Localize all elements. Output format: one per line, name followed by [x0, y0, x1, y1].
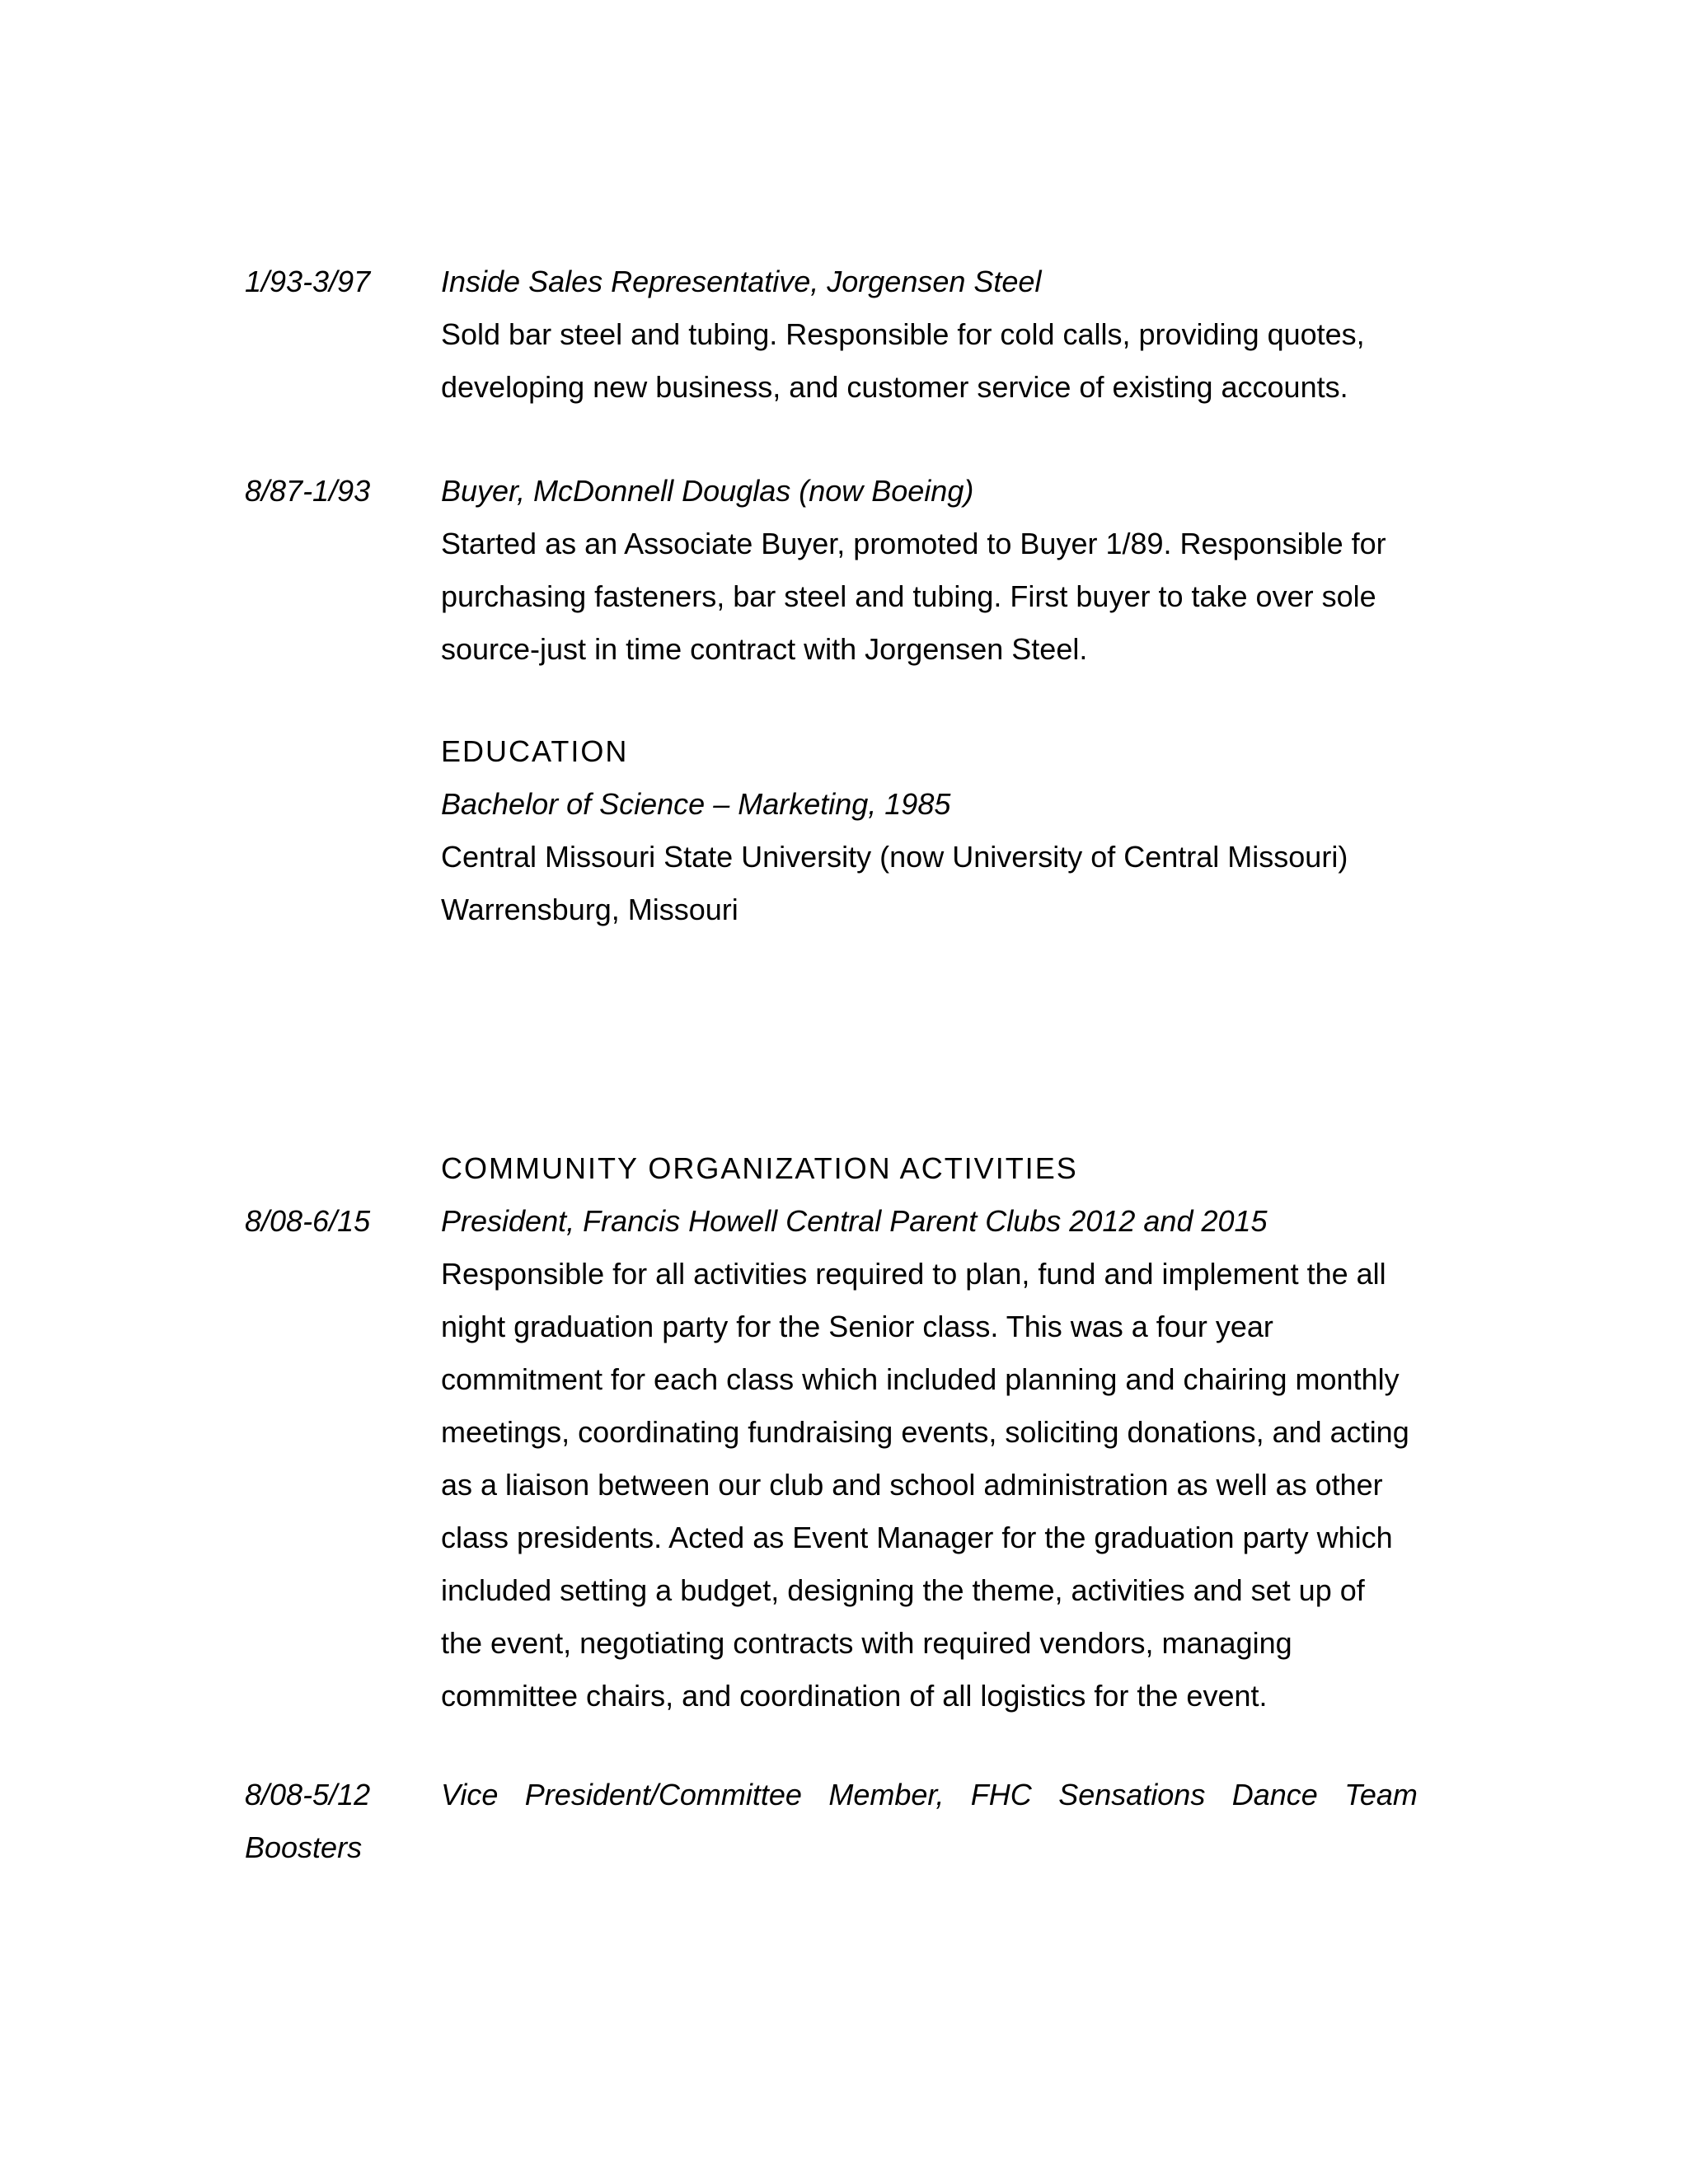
community-description-line: the event, negotiating contracts with required vendors, managing — [441, 1626, 1292, 1660]
education-school: Central Missouri State University (now University of Central Missouri) — [441, 840, 1348, 874]
title-word: President/Committee — [524, 1778, 802, 1811]
education-location: Warrensburg, Missouri — [441, 893, 738, 926]
job-entry — [441, 465, 1422, 676]
title-word: Sensations — [1058, 1778, 1206, 1811]
community-description-line: Responsible for all activities required to plan, fund and implement the all — [441, 1257, 1386, 1291]
education-heading: EDUCATION — [441, 734, 629, 768]
job-dates: 1/93-3/97 — [245, 265, 371, 298]
job-entry — [441, 255, 1422, 414]
job-dates: 8/87-1/93 — [245, 474, 371, 508]
community-description-line: commitment for each class which included planning and chairing monthly — [441, 1362, 1400, 1396]
community-entry-title: President, Francis Howell Central Parent Clubs 2012 and 2015 — [441, 1204, 1268, 1238]
community-description-line: class presidents. Acted as Event Manager for the graduation party which — [441, 1521, 1393, 1554]
job-description-line: developing new business, and customer service of existing accounts. — [441, 370, 1348, 404]
community-entry-title-continuation: Boosters — [245, 1830, 363, 1864]
community-description-line: as a liaison between our club and school administration as well as other — [441, 1468, 1383, 1502]
title-word: Dance — [1231, 1778, 1318, 1811]
community-description-line: meetings, coordinating fundraising events, soliciting donations, and acting — [441, 1415, 1409, 1449]
title-word: Vice — [441, 1778, 499, 1811]
education-section — [441, 725, 1422, 936]
community-entry-dates: 8/08-6/15 — [245, 1204, 371, 1238]
title-word: Team — [1344, 1778, 1418, 1811]
job-description-line: source-just in time contract with Jorgensen Steel. — [441, 632, 1088, 666]
title-word: FHC — [970, 1778, 1032, 1811]
community-heading: COMMUNITY ORGANIZATION ACTIVITIES — [441, 1151, 1078, 1185]
community-description-line: included setting a budget, designing the theme, activities and set up of — [441, 1573, 1365, 1607]
job-title: Buyer, McDonnell Douglas (now Boeing) — [441, 474, 974, 508]
job-description-line: purchasing fasteners, bar steel and tubing. First buyer to take over sole — [441, 579, 1376, 613]
community-entry-dates: 8/08-5/12 — [245, 1778, 371, 1811]
job-description-line: Sold bar steel and tubing. Responsible for cold calls, providing quotes, — [441, 317, 1365, 351]
education-degree: Bachelor of Science – Marketing, 1985 — [441, 787, 951, 821]
community-description-line: night graduation party for the Senior class. This was a four year — [441, 1310, 1273, 1343]
job-title: Inside Sales Representative, Jorgensen Steel — [441, 265, 1042, 298]
community-section — [441, 1142, 1422, 1722]
community-entry-title — [441, 1769, 1418, 1821]
community-description-line: committee chairs, and coordination of all logistics for the event. — [441, 1679, 1268, 1713]
job-description-line: Started as an Associate Buyer, promoted to Buyer 1/89. Responsible for — [441, 527, 1386, 560]
title-word: Member, — [828, 1778, 945, 1811]
